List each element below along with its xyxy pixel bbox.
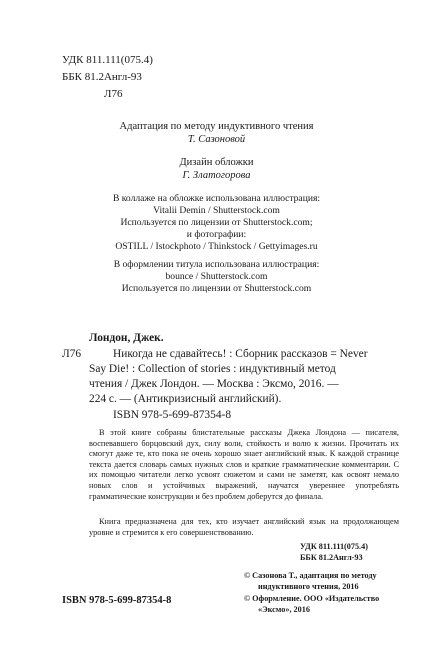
cover-design-name: Г. Златогорова [182,170,251,181]
collage-credit-line: В коллаже на обложке использована иллюстрация: [112,193,321,204]
annotation-paragraph: Книга предназначена для тех, кто изучает английский язык на продолжающем уровне и стремится к его совершенствованию. [89,517,399,537]
title-page-credit-line: В оформлении титула использована иллюстрация: [113,259,320,270]
collage-credit-line: и фотографии: [186,229,247,240]
bibliographic-line: 224 с. — (Антикризисный английский). [89,393,282,405]
author-mark: Л76 [104,88,123,100]
isbn-line: ISBN 978-5-699-87354-8 [62,595,172,606]
author-heading: Лондон, Джек. [89,332,164,344]
adaptation-name: Т. Сазоновой [187,134,246,145]
adaptation-label: Адаптация по методу индуктивного чтения [119,121,314,132]
cover-design-label: Дизайн обложки [179,157,254,168]
annotation-paragraph: В этой книге собраны блистательные рассказы Джека Лондона — писателя, воспевавшего борцовский дух, силу воли, стойкость и волю к жизни. Прочитать их смогут даже те, кто пока не очень хорошо знает английский язык. К каждой странице текста дается словарь самых нужных слов и краткие грамматические комментарии. С их помощью читатели легко усвоят сюжетом и сами не заметят, как освоят немало новых слов и устойчивых выражений, научатся увереннее употреблять грамматические конструкции и без проблем доберутся до финала. [89,428,399,501]
udk-code: УДК 811.111(075.4) [300,542,368,551]
copyright-line: «Эксмо», 2016 [258,605,310,614]
copyright-line: © Сазонова Т., адаптация по методу [244,571,377,580]
title-page-credit-line: Используется по лицензии от Shutterstock.com [121,283,312,294]
isbn-line: ISBN 978-5-699-87354-8 [113,409,232,421]
title-page-credit-line: bounce / Shutterstock.com [165,271,268,282]
collage-credit-line: Используется по лицензии от Shutterstock.com; [120,217,313,228]
bbk-code: ББК 81.2Англ-93 [62,71,142,83]
bbk-code: ББК 81.2Англ-93 [300,553,363,562]
bibliographic-line: Никогда не сдавайтесь! : Сборник рассказов = Never [113,348,368,360]
collage-credit-line: Vitalii Demin / Shutterstock.com [153,205,280,216]
author-mark: Л76 [62,348,82,360]
bibliographic-line: чтения / Джек Лондон. — Москва : Эксмо, 2016. — [89,378,339,390]
udk-code: УДК 811.111(075.4) [62,54,153,66]
copyright-line: © Оформление. ООО «Издательство [244,594,380,603]
bibliographic-line: Say Die! : Collection of stories : индуктивный метод [89,363,336,375]
collage-credit-line: OSTILL / Istockphoto / Thinkstock / Gettyimages.ru [115,241,318,252]
copyright-line: индуктивного чтения, 2016 [258,582,359,591]
